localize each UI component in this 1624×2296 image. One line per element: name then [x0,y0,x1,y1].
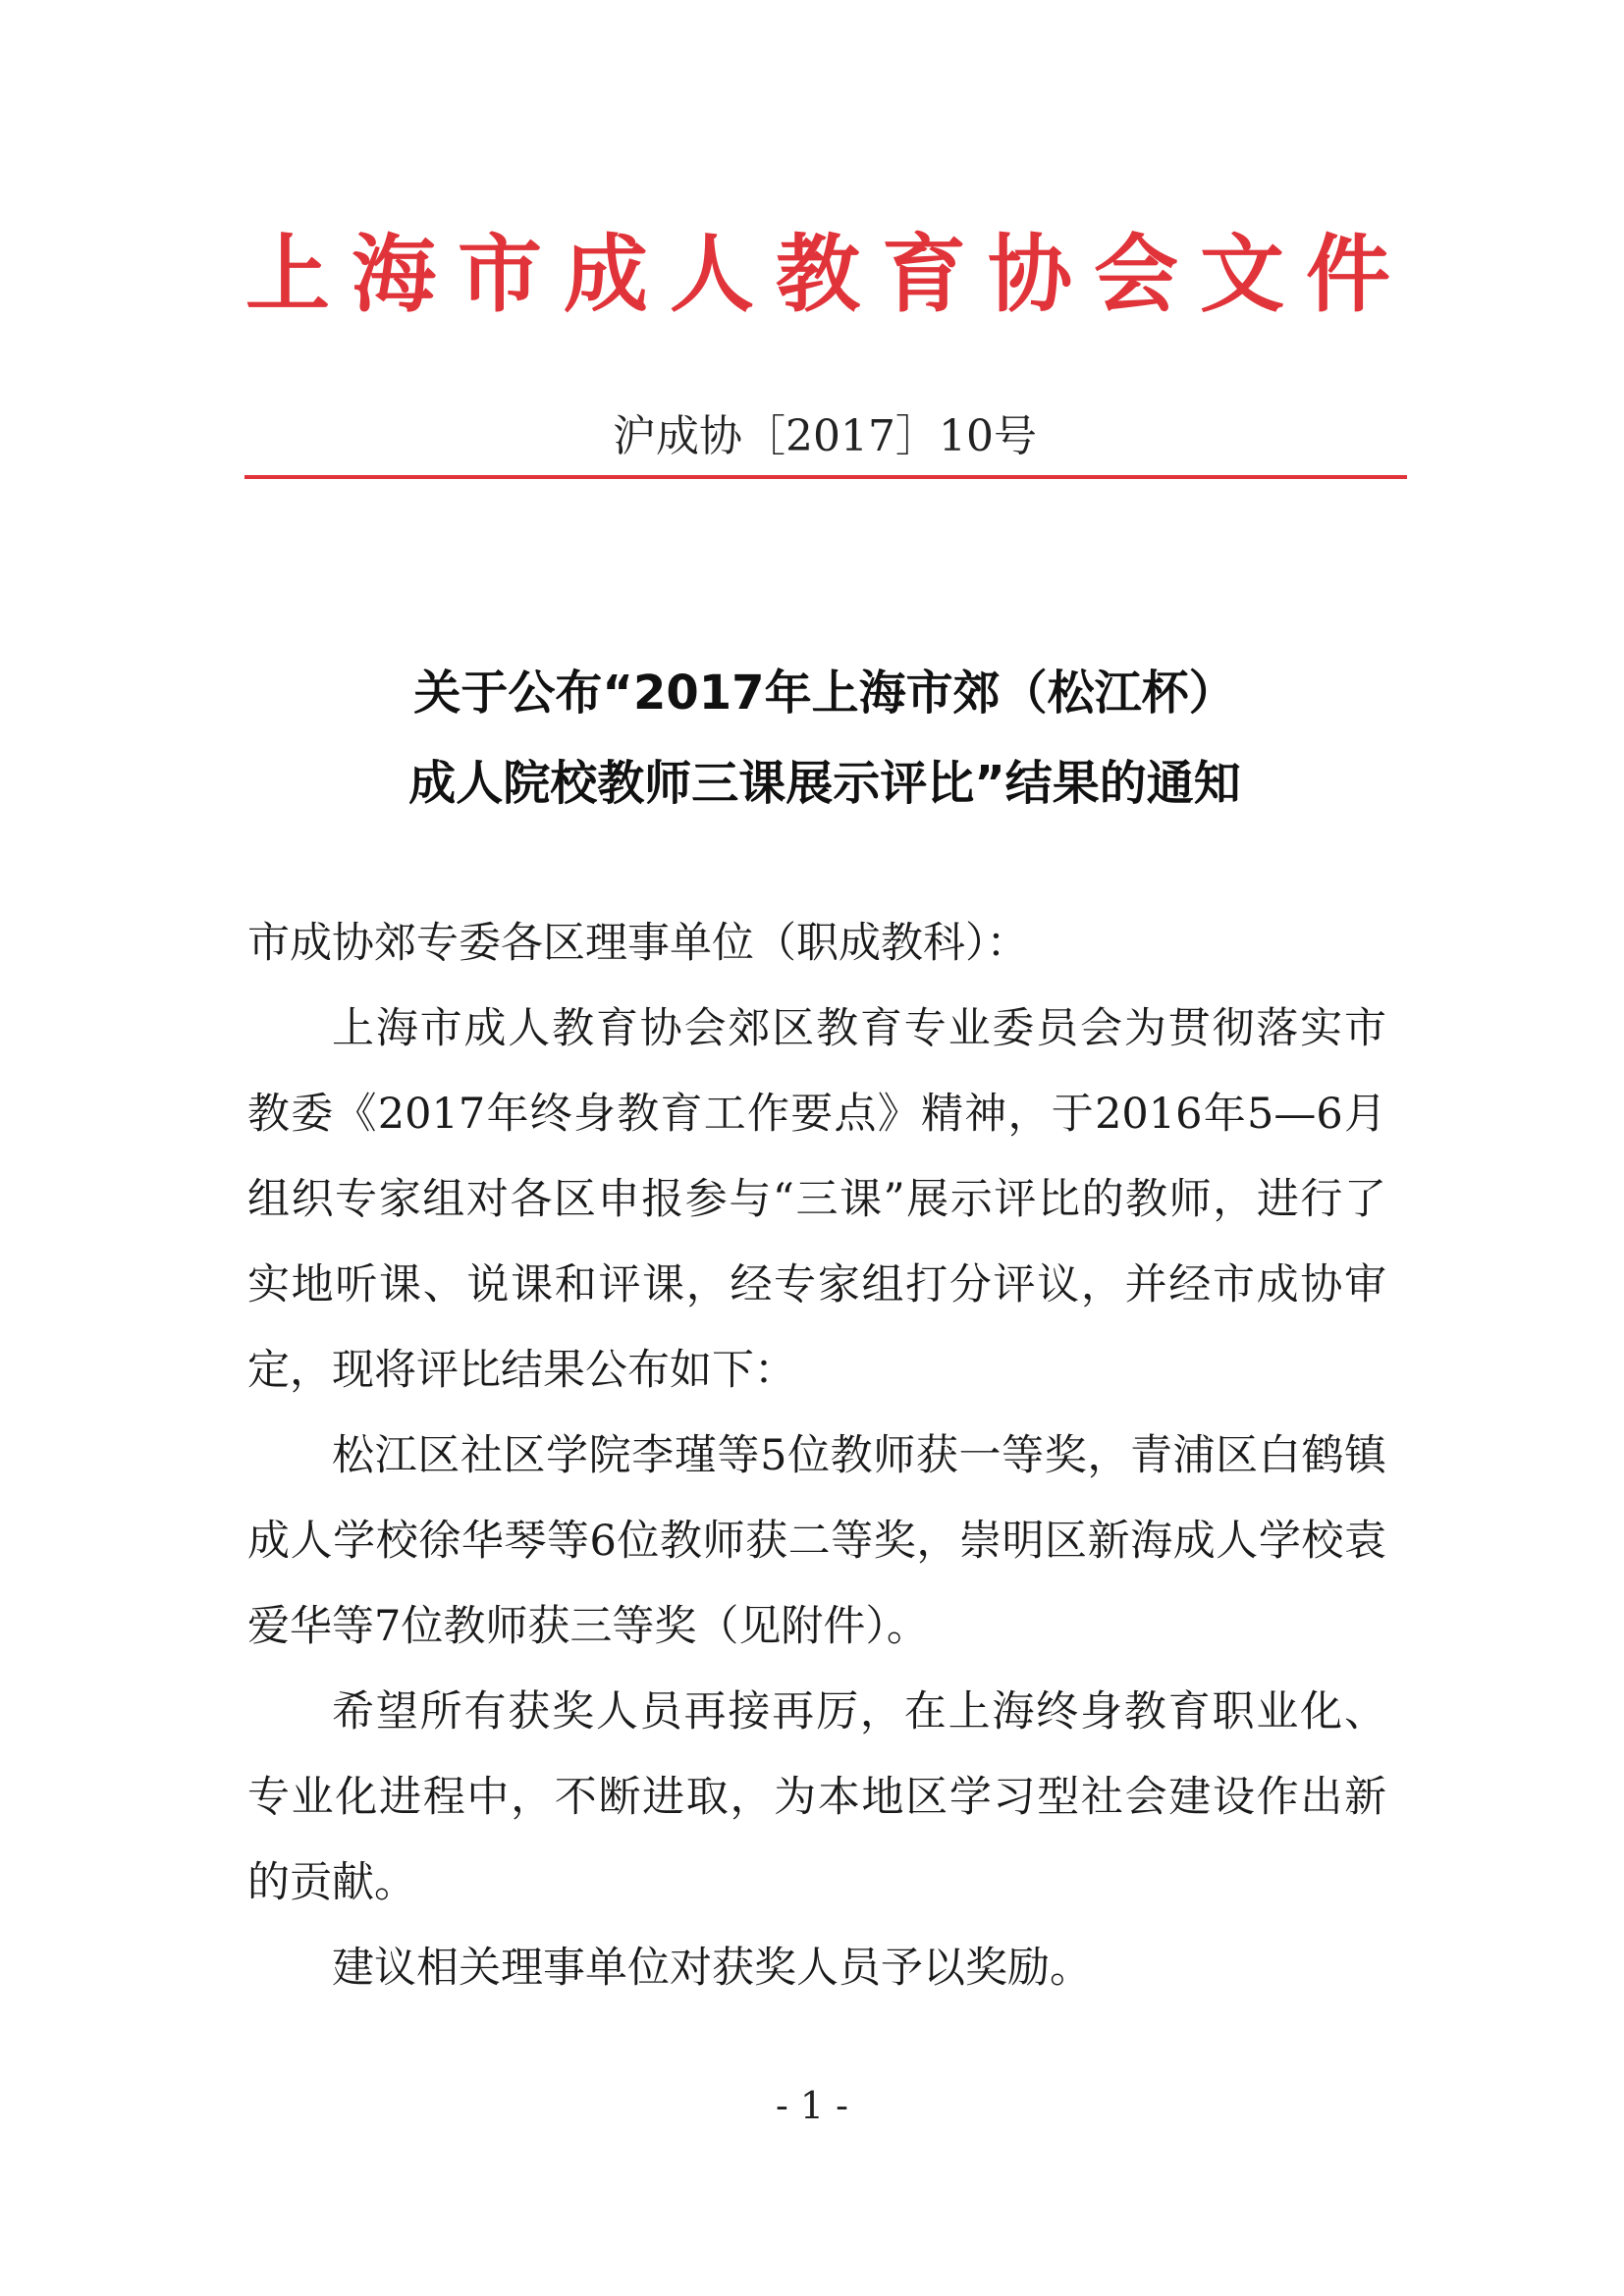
page-number: - 1 - [775,2084,848,2127]
body-paragraph: 建议相关理事单位对获奖人员予以奖励。 [332,1944,1092,1993]
salutation: 市成协郊专委各区理事单位（职成教科）： [247,919,1029,968]
header-divider [244,475,1407,479]
body-paragraph: 希望所有获奖人员再接再厉，在上海终身教育职业化、专业化进程中，不断进取，为本地区学习型社会建设作出新的贡献。 [247,1687,1386,1907]
notice-title [245,648,1404,828]
notice-title-line-2: 成人院校教师三课展示评比”结果的通知 [408,756,1241,811]
masthead-title: 上海市成人教育协会文件 [245,226,1412,324]
notice-title-line-1: 关于公布“2017年上海市郊（松江杯） [413,666,1236,721]
body-paragraph: 松江区社区学院李瑾等5位教师获一等奖，青浦区白鹤镇成人学校徐华琴等6位教师获二等奖，崇明区新海成人学校袁爱华等7位教师获三等奖（见附件）。 [247,1431,1386,1651]
document-number: 沪成协［2017］10号 [613,411,1037,461]
body-paragraph: 上海市成人教育协会郊区教育专业委员会为贯彻落实市教委《2017年终身教育工作要点》精神，于2016年5—6月组织专家组对各区申报参与“三课”展示评比的教师，进行了实地听课、说课和评课，经专家组打分评议，并经市成协审定，现将评比结果公布如下： [247,1004,1386,1395]
notice-body [247,901,1386,2011]
